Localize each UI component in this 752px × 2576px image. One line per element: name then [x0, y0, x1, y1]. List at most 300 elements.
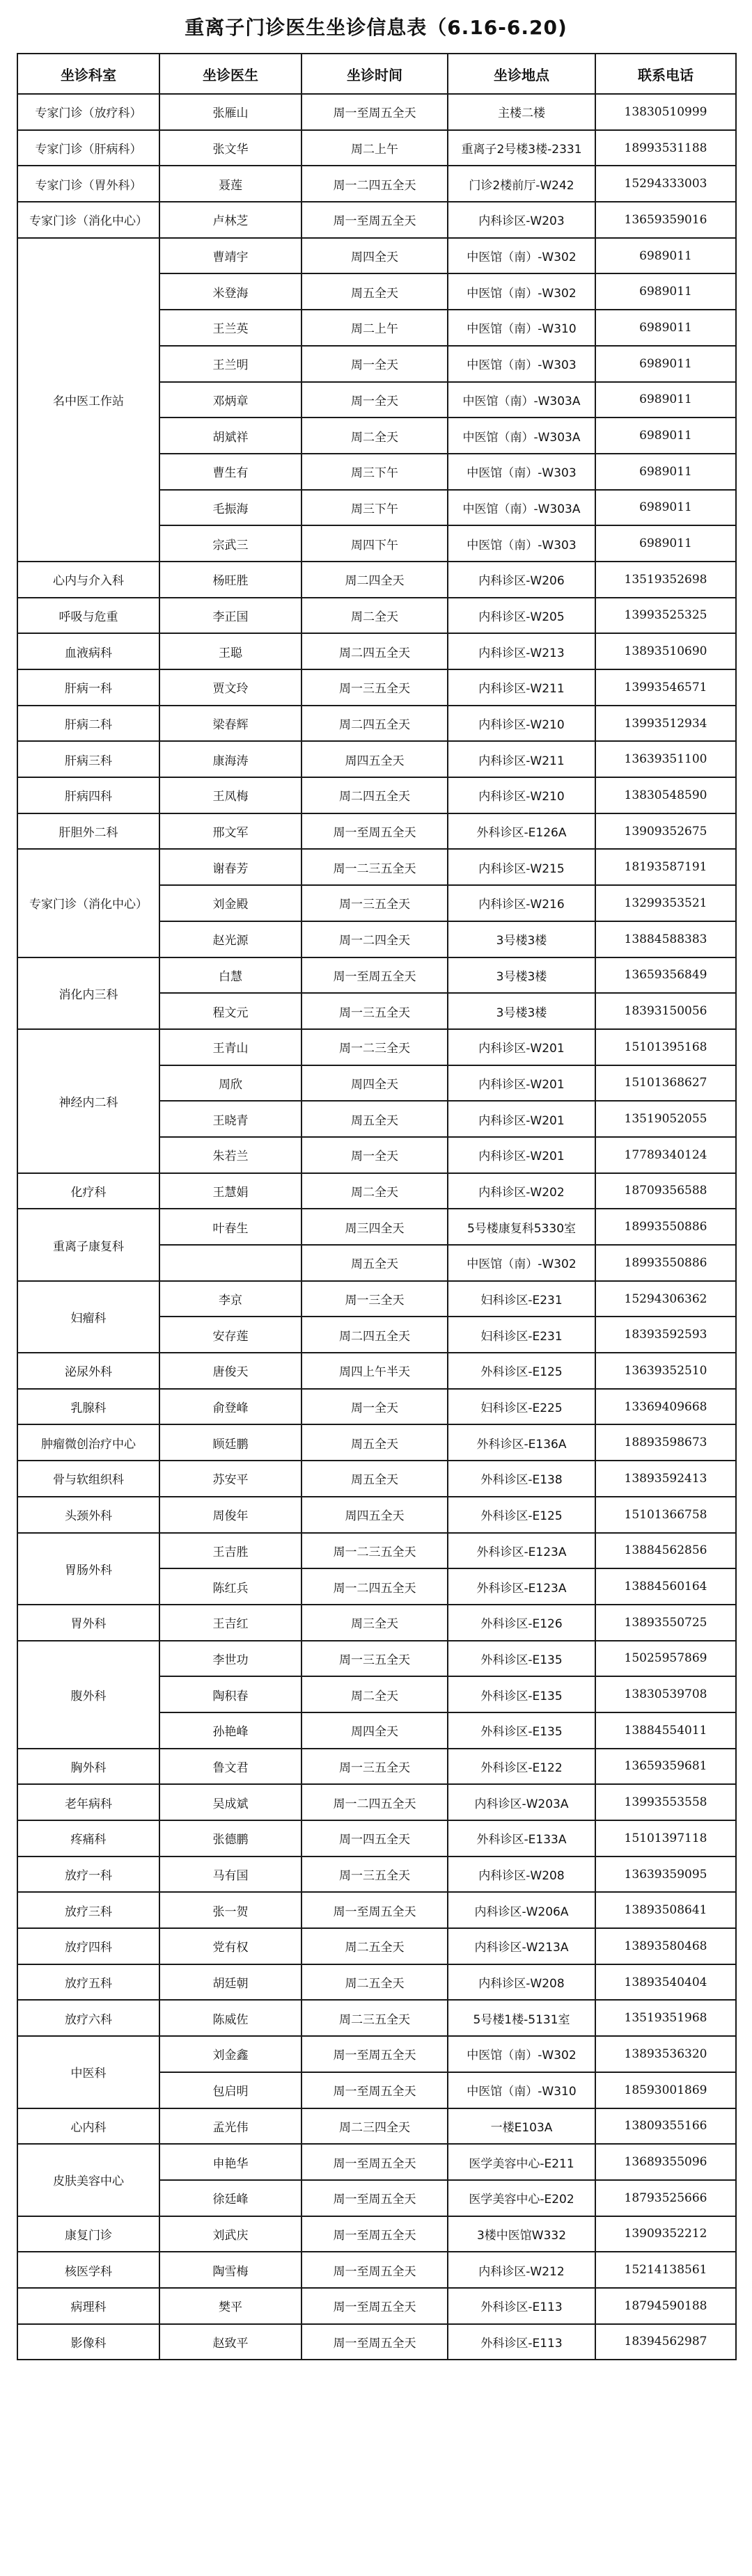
- phone-cell: 13659359016: [595, 202, 736, 238]
- schedule-table: [17, 53, 737, 2360]
- time-cell: 周一三五全天: [301, 885, 448, 921]
- doctor-cell: [159, 1245, 301, 1281]
- doctor-cell: 吴成斌: [159, 1784, 301, 1820]
- doctor-cell: 白慧: [159, 957, 301, 994]
- department-cell: 消化内三科: [17, 957, 159, 1029]
- location-cell: 内科诊区-W210: [448, 777, 595, 813]
- doctor-cell: 陶积春: [159, 1676, 301, 1712]
- time-cell: 周三四全天: [301, 1209, 448, 1245]
- header-doctor: 坐诊医生: [159, 54, 301, 94]
- doctor-cell: 张一贺: [159, 1892, 301, 1928]
- department-cell: 肿瘤微创治疗中心: [17, 1424, 159, 1461]
- doctor-cell: 唐俊天: [159, 1353, 301, 1389]
- header-phone: 联系电话: [595, 54, 736, 94]
- doctor-cell: 马有国: [159, 1857, 301, 1893]
- doctor-cell: 李京: [159, 1281, 301, 1317]
- doctor-cell: 张德鹏: [159, 1820, 301, 1857]
- time-cell: 周一三五全天: [301, 1857, 448, 1893]
- doctor-cell: 王慧娟: [159, 1173, 301, 1209]
- phone-cell: 13884560164: [595, 1568, 736, 1605]
- phone-cell: 15214138561: [595, 2252, 736, 2288]
- location-cell: 内科诊区-W208: [448, 1857, 595, 1893]
- phone-cell: 6989011: [595, 490, 736, 526]
- table-row: [17, 2288, 736, 2324]
- department-cell: 心内与介入科: [17, 562, 159, 598]
- time-cell: 周四全天: [301, 1712, 448, 1749]
- location-cell: 妇科诊区-E231: [448, 1317, 595, 1353]
- department-cell: 胃肠外科: [17, 1533, 159, 1605]
- department-cell: 放疗四科: [17, 1928, 159, 1964]
- location-cell: 中医馆（南）-W303: [448, 454, 595, 490]
- time-cell: 周二四全天: [301, 562, 448, 598]
- location-cell: 外科诊区-E125: [448, 1497, 595, 1533]
- doctor-cell: 陈威佐: [159, 2000, 301, 2036]
- doctor-cell: 安存莲: [159, 1317, 301, 1353]
- time-cell: 周三下午: [301, 490, 448, 526]
- time-cell: 周五全天: [301, 1461, 448, 1497]
- location-cell: 内科诊区-W206: [448, 562, 595, 598]
- location-cell: 外科诊区-E138: [448, 1461, 595, 1497]
- table-row: [17, 1497, 736, 1533]
- table-row: [17, 1209, 736, 1245]
- time-cell: 周四全天: [301, 1065, 448, 1102]
- time-cell: 周一全天: [301, 346, 448, 382]
- location-cell: 主楼二楼: [448, 94, 595, 130]
- department-cell: 专家门诊（肝病科）: [17, 130, 159, 166]
- header-department: 坐诊科室: [17, 54, 159, 94]
- time-cell: 周二全天: [301, 598, 448, 634]
- table-row: [17, 777, 736, 813]
- doctor-cell: 陈红兵: [159, 1568, 301, 1605]
- phone-cell: 13884588383: [595, 921, 736, 957]
- location-cell: 外科诊区-E135: [448, 1641, 595, 1677]
- time-cell: 周一三五全天: [301, 669, 448, 706]
- page-title: 重离子门诊医生坐诊信息表（6.16-6.20): [185, 16, 567, 39]
- location-cell: 3号楼3楼: [448, 921, 595, 957]
- time-cell: 周三下午: [301, 454, 448, 490]
- table-row: [17, 2144, 736, 2180]
- location-cell: 内科诊区-W210: [448, 706, 595, 742]
- phone-cell: 13639351100: [595, 741, 736, 777]
- time-cell: 周四五全天: [301, 1497, 448, 1533]
- location-cell: 内科诊区-W215: [448, 849, 595, 885]
- department-cell: 专家门诊（放疗科）: [17, 94, 159, 130]
- time-cell: 周一至周五全天: [301, 2216, 448, 2252]
- location-cell: 中医馆（南）-W303A: [448, 418, 595, 454]
- phone-cell: 18993531188: [595, 130, 736, 166]
- doctor-cell: 王吉红: [159, 1605, 301, 1641]
- doctor-cell: 邓炳章: [159, 382, 301, 418]
- location-cell: 内科诊区-W203A: [448, 1784, 595, 1820]
- doctor-cell: 王兰英: [159, 310, 301, 346]
- phone-cell: 13809355166: [595, 2108, 736, 2145]
- phone-cell: 18993550886: [595, 1245, 736, 1281]
- table-row: [17, 130, 736, 166]
- time-cell: 周二五全天: [301, 1928, 448, 1964]
- location-cell: 妇科诊区-E231: [448, 1281, 595, 1317]
- doctor-cell: 樊平: [159, 2288, 301, 2324]
- doctor-cell: 刘金鑫: [159, 2036, 301, 2072]
- phone-cell: 18393592593: [595, 1317, 736, 1353]
- phone-cell: 6989011: [595, 418, 736, 454]
- location-cell: 中医馆（南）-W302: [448, 1245, 595, 1281]
- time-cell: 周五全天: [301, 1424, 448, 1461]
- time-cell: 周一全天: [301, 1137, 448, 1173]
- time-cell: 周一至周五全天: [301, 957, 448, 994]
- department-cell: 专家门诊（胃外科）: [17, 166, 159, 202]
- doctor-cell: 梁春辉: [159, 706, 301, 742]
- phone-cell: 13689355096: [595, 2144, 736, 2180]
- phone-cell: 13639352510: [595, 1353, 736, 1389]
- table-row: [17, 1749, 736, 1785]
- time-cell: 周五全天: [301, 1245, 448, 1281]
- department-cell: 核医学科: [17, 2252, 159, 2288]
- phone-cell: 13369409668: [595, 1389, 736, 1425]
- doctor-cell: 胡斌祥: [159, 418, 301, 454]
- phone-cell: 13659359681: [595, 1749, 736, 1785]
- doctor-cell: 康海涛: [159, 741, 301, 777]
- location-cell: 内科诊区-W206A: [448, 1892, 595, 1928]
- table-row: [17, 1461, 736, 1497]
- table-row: [17, 1173, 736, 1209]
- department-cell: 肝病四科: [17, 777, 159, 813]
- department-cell: 肝胆外二科: [17, 813, 159, 850]
- phone-cell: 15294306362: [595, 1281, 736, 1317]
- location-cell: 内科诊区-W213A: [448, 1928, 595, 1964]
- department-cell: 老年病科: [17, 1784, 159, 1820]
- location-cell: 外科诊区-E135: [448, 1676, 595, 1712]
- doctor-cell: 谢春芳: [159, 849, 301, 885]
- table-row: [17, 669, 736, 706]
- phone-cell: 13519351968: [595, 2000, 736, 2036]
- phone-cell: 13830510999: [595, 94, 736, 130]
- time-cell: 周二四五全天: [301, 1317, 448, 1353]
- phone-cell: 13519352698: [595, 562, 736, 598]
- table-row: [17, 741, 736, 777]
- doctor-cell: 周欣: [159, 1065, 301, 1102]
- time-cell: 周一至周五全天: [301, 2072, 448, 2108]
- table-row: [17, 1281, 736, 1317]
- time-cell: 周一三五全天: [301, 1749, 448, 1785]
- department-cell: 名中医工作站: [17, 238, 159, 562]
- doctor-cell: 米登海: [159, 273, 301, 310]
- doctor-cell: 申艳华: [159, 2144, 301, 2180]
- time-cell: 周二三五全天: [301, 2000, 448, 2036]
- phone-cell: 15101366758: [595, 1497, 736, 1533]
- location-cell: 中医馆（南）-W310: [448, 310, 595, 346]
- location-cell: 重离子2号楼3楼-2331: [448, 130, 595, 166]
- department-cell: 放疗一科: [17, 1857, 159, 1893]
- time-cell: 周五全天: [301, 1101, 448, 1137]
- department-cell: 康复门诊: [17, 2216, 159, 2252]
- time-cell: 周一至周五全天: [301, 2036, 448, 2072]
- location-cell: 外科诊区-E135: [448, 1712, 595, 1749]
- location-cell: 3楼中医馆W332: [448, 2216, 595, 2252]
- phone-cell: 18993550886: [595, 1209, 736, 1245]
- department-cell: 肝病一科: [17, 669, 159, 706]
- phone-cell: 6989011: [595, 273, 736, 310]
- doctor-cell: 王兰明: [159, 346, 301, 382]
- department-cell: 神经内二科: [17, 1029, 159, 1173]
- table-row: [17, 562, 736, 598]
- table-row: [17, 2108, 736, 2145]
- table-row: [17, 706, 736, 742]
- table-row: [17, 2216, 736, 2252]
- time-cell: 周一至周五全天: [301, 813, 448, 850]
- phone-cell: 18793525666: [595, 2180, 736, 2216]
- time-cell: 周二上午: [301, 130, 448, 166]
- phone-cell: 17789340124: [595, 1137, 736, 1173]
- department-cell: 胸外科: [17, 1749, 159, 1785]
- phone-cell: 6989011: [595, 454, 736, 490]
- department-cell: 呼吸与危重: [17, 598, 159, 634]
- header-time: 坐诊时间: [301, 54, 448, 94]
- table-row: [17, 238, 736, 274]
- department-cell: 皮肤美容中心: [17, 2144, 159, 2216]
- doctor-cell: 赵致平: [159, 2324, 301, 2360]
- doctor-cell: 包启明: [159, 2072, 301, 2108]
- doctor-cell: 顾廷鹏: [159, 1424, 301, 1461]
- table-row: [17, 598, 736, 634]
- time-cell: 周四全天: [301, 238, 448, 274]
- table-row: [17, 849, 736, 885]
- time-cell: 周二全天: [301, 1173, 448, 1209]
- table-row: [17, 1641, 736, 1677]
- location-cell: 外科诊区-E122: [448, 1749, 595, 1785]
- location-cell: 中医馆（南）-W303A: [448, 382, 595, 418]
- time-cell: 周一至周五全天: [301, 1892, 448, 1928]
- location-cell: 内科诊区-W203: [448, 202, 595, 238]
- time-cell: 周四上午半天: [301, 1353, 448, 1389]
- phone-cell: 13893540404: [595, 1964, 736, 2001]
- department-cell: 心内科: [17, 2108, 159, 2145]
- phone-cell: 18709356588: [595, 1173, 736, 1209]
- table-row: [17, 813, 736, 850]
- header-location: 坐诊地点: [448, 54, 595, 94]
- phone-cell: 15025957869: [595, 1641, 736, 1677]
- department-cell: 头颈外科: [17, 1497, 159, 1533]
- doctor-cell: 宗武三: [159, 525, 301, 562]
- doctor-cell: 卢林芝: [159, 202, 301, 238]
- phone-cell: 18394562987: [595, 2324, 736, 2360]
- location-cell: 外科诊区-E126A: [448, 813, 595, 850]
- time-cell: 周一三五全天: [301, 993, 448, 1029]
- table-row: [17, 1820, 736, 1857]
- time-cell: 周一三全天: [301, 1281, 448, 1317]
- table-row: [17, 1029, 736, 1065]
- table-row: [17, 633, 736, 669]
- time-cell: 周一三五全天: [301, 1641, 448, 1677]
- location-cell: 内科诊区-W201: [448, 1065, 595, 1102]
- doctor-cell: 叶春生: [159, 1209, 301, 1245]
- doctor-cell: 周俊年: [159, 1497, 301, 1533]
- department-cell: 放疗三科: [17, 1892, 159, 1928]
- location-cell: 内科诊区-W212: [448, 2252, 595, 2288]
- doctor-cell: 李正国: [159, 598, 301, 634]
- location-cell: 外科诊区-E126: [448, 1605, 595, 1641]
- time-cell: 周一二四五全天: [301, 1784, 448, 1820]
- location-cell: 门诊2楼前厅-W242: [448, 166, 595, 202]
- phone-cell: 6989011: [595, 525, 736, 562]
- doctor-cell: 王青山: [159, 1029, 301, 1065]
- location-cell: 中医馆（南）-W302: [448, 238, 595, 274]
- phone-cell: 13993525325: [595, 598, 736, 634]
- time-cell: 周二四五全天: [301, 633, 448, 669]
- table-row: [17, 1389, 736, 1425]
- location-cell: 中医馆（南）-W310: [448, 2072, 595, 2108]
- time-cell: 周二三四全天: [301, 2108, 448, 2145]
- department-cell: 专家门诊（消化中心）: [17, 202, 159, 238]
- department-cell: 重离子康复科: [17, 1209, 159, 1280]
- phone-cell: 13993512934: [595, 706, 736, 742]
- doctor-cell: 苏安平: [159, 1461, 301, 1497]
- table-row: [17, 2324, 736, 2360]
- department-cell: 腹外科: [17, 1641, 159, 1749]
- phone-cell: 13893508641: [595, 1892, 736, 1928]
- time-cell: 周一二三五全天: [301, 849, 448, 885]
- location-cell: 医学美容中心-E211: [448, 2144, 595, 2180]
- table-row: [17, 1892, 736, 1928]
- location-cell: 内科诊区-W202: [448, 1173, 595, 1209]
- time-cell: 周二上午: [301, 310, 448, 346]
- table-row: [17, 2036, 736, 2072]
- phone-cell: 13893510690: [595, 633, 736, 669]
- phone-cell: 13639359095: [595, 1857, 736, 1893]
- location-cell: 中医馆（南）-W303A: [448, 490, 595, 526]
- time-cell: 周一至周五全天: [301, 202, 448, 238]
- department-cell: 妇瘤科: [17, 1281, 159, 1353]
- time-cell: 周一全天: [301, 1389, 448, 1425]
- doctor-cell: 徐廷峰: [159, 2180, 301, 2216]
- doctor-cell: 王凤梅: [159, 777, 301, 813]
- table-row: [17, 1964, 736, 2001]
- phone-cell: 18794590188: [595, 2288, 736, 2324]
- doctor-cell: 杨旺胜: [159, 562, 301, 598]
- time-cell: 周二四五全天: [301, 706, 448, 742]
- phone-cell: 13893580468: [595, 1928, 736, 1964]
- location-cell: 内科诊区-W208: [448, 1964, 595, 2001]
- doctor-cell: 刘金殿: [159, 885, 301, 921]
- location-cell: 内科诊区-W213: [448, 633, 595, 669]
- location-cell: 内科诊区-W211: [448, 669, 595, 706]
- phone-cell: 13993546571: [595, 669, 736, 706]
- time-cell: 周一至周五全天: [301, 2288, 448, 2324]
- department-cell: 乳腺科: [17, 1389, 159, 1425]
- department-cell: 骨与软组织科: [17, 1461, 159, 1497]
- phone-cell: 6989011: [595, 346, 736, 382]
- phone-cell: 6989011: [595, 382, 736, 418]
- time-cell: 周二四五全天: [301, 777, 448, 813]
- time-cell: 周四下午: [301, 525, 448, 562]
- location-cell: 3号楼3楼: [448, 993, 595, 1029]
- phone-cell: 18593001869: [595, 2072, 736, 2108]
- location-cell: 中医馆（南）-W302: [448, 273, 595, 310]
- doctor-cell: 俞登峰: [159, 1389, 301, 1425]
- header-row: [17, 54, 736, 94]
- doctor-cell: 鲁文君: [159, 1749, 301, 1785]
- phone-cell: 13884554011: [595, 1712, 736, 1749]
- table-row: [17, 2000, 736, 2036]
- time-cell: 周一二四全天: [301, 921, 448, 957]
- time-cell: 周三全天: [301, 1605, 448, 1641]
- department-cell: 化疗科: [17, 1173, 159, 1209]
- location-cell: 外科诊区-E113: [448, 2324, 595, 2360]
- doctor-cell: 曹靖宇: [159, 238, 301, 274]
- department-cell: 放疗六科: [17, 2000, 159, 2036]
- table-row: [17, 166, 736, 202]
- location-cell: 中医馆（南）-W302: [448, 2036, 595, 2072]
- phone-cell: 18893598673: [595, 1424, 736, 1461]
- doctor-cell: 孟光伟: [159, 2108, 301, 2145]
- table-row: [17, 1605, 736, 1641]
- table-row: [17, 1424, 736, 1461]
- location-cell: 外科诊区-E123A: [448, 1568, 595, 1605]
- phone-cell: 18393150056: [595, 993, 736, 1029]
- department-cell: 泌尿外科: [17, 1353, 159, 1389]
- phone-cell: 13884562856: [595, 1533, 736, 1569]
- time-cell: 周五全天: [301, 273, 448, 310]
- department-cell: 血液病科: [17, 633, 159, 669]
- department-cell: 专家门诊（消化中心）: [17, 849, 159, 957]
- location-cell: 中医馆（南）-W303: [448, 525, 595, 562]
- time-cell: 周一全天: [301, 382, 448, 418]
- department-cell: 病理科: [17, 2288, 159, 2324]
- doctor-cell: 程文元: [159, 993, 301, 1029]
- phone-cell: 13519052055: [595, 1101, 736, 1137]
- phone-cell: 15101395168: [595, 1029, 736, 1065]
- doctor-cell: 赵光源: [159, 921, 301, 957]
- phone-cell: 18193587191: [595, 849, 736, 885]
- doctor-cell: 党有权: [159, 1928, 301, 1964]
- doctor-cell: 张雁山: [159, 94, 301, 130]
- location-cell: 内科诊区-W201: [448, 1101, 595, 1137]
- table-row: [17, 1784, 736, 1820]
- doctor-cell: 朱若兰: [159, 1137, 301, 1173]
- table-row: [17, 1928, 736, 1964]
- phone-cell: 13909352675: [595, 813, 736, 850]
- table-row: [17, 1857, 736, 1893]
- table-row: [17, 202, 736, 238]
- phone-cell: 13299353521: [595, 885, 736, 921]
- doctor-cell: 王晓青: [159, 1101, 301, 1137]
- time-cell: 周一至周五全天: [301, 94, 448, 130]
- phone-cell: 6989011: [595, 238, 736, 274]
- location-cell: 3号楼3楼: [448, 957, 595, 994]
- location-cell: 外科诊区-E113: [448, 2288, 595, 2324]
- location-cell: 5号楼1楼-5131室: [448, 2000, 595, 2036]
- department-cell: 胃外科: [17, 1605, 159, 1641]
- time-cell: 周二全天: [301, 418, 448, 454]
- department-cell: 影像科: [17, 2324, 159, 2360]
- department-cell: 中医科: [17, 2036, 159, 2108]
- doctor-cell: 聂莲: [159, 166, 301, 202]
- phone-cell: 6989011: [595, 310, 736, 346]
- time-cell: 周一至周五全天: [301, 2144, 448, 2180]
- table-row: [17, 94, 736, 130]
- location-cell: 内科诊区-W211: [448, 741, 595, 777]
- location-cell: 5号楼康复科5330室: [448, 1209, 595, 1245]
- time-cell: 周二全天: [301, 1676, 448, 1712]
- location-cell: 内科诊区-W205: [448, 598, 595, 634]
- table-row: [17, 2252, 736, 2288]
- doctor-cell: 刘武庆: [159, 2216, 301, 2252]
- table-row: [17, 957, 736, 994]
- phone-cell: 15101397118: [595, 1820, 736, 1857]
- time-cell: 周一二三五全天: [301, 1533, 448, 1569]
- location-cell: 内科诊区-W201: [448, 1029, 595, 1065]
- time-cell: 周一至周五全天: [301, 2324, 448, 2360]
- time-cell: 周二五全天: [301, 1964, 448, 2001]
